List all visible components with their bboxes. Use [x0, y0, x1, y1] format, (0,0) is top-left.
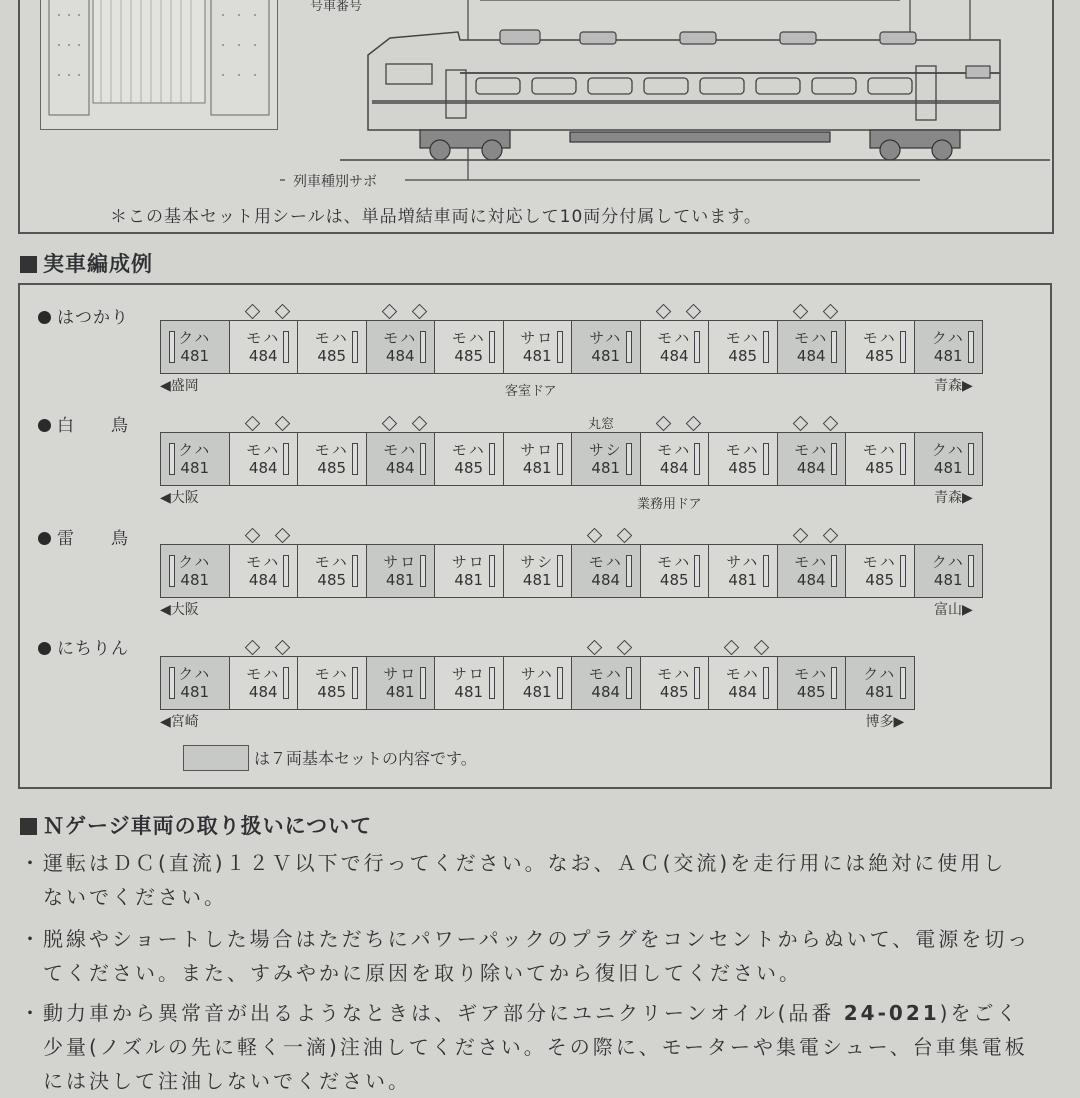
- destination-label: 博多▶: [865, 714, 905, 730]
- origin-label: ◀宮崎: [160, 714, 199, 730]
- car-number: 485: [659, 683, 689, 701]
- car-モハ485: [297, 544, 367, 598]
- door-icon: [763, 555, 769, 587]
- door-icon: [763, 331, 769, 363]
- handling-p3-pre: ・動力車から異常音が出るようなときは、ギア部分にユニクリーンオイル(品番: [20, 1001, 844, 1025]
- square-bullet-icon: [20, 818, 37, 835]
- car-type: クハ: [178, 441, 212, 459]
- door-icon: [968, 331, 974, 363]
- car-number: 485: [796, 683, 826, 701]
- car-type: モハ: [383, 441, 418, 459]
- car-モハ485: [297, 320, 367, 374]
- car-モハ484: [229, 432, 299, 486]
- car-number: 481: [591, 459, 621, 477]
- train-name: [38, 524, 129, 549]
- door-icon: [489, 555, 495, 587]
- pantograph-icon: [244, 640, 260, 656]
- car-モハ484: [366, 432, 436, 486]
- train-name-text: はつかり: [57, 308, 129, 328]
- door-icon: [626, 331, 632, 363]
- car-クハ481: [914, 544, 984, 598]
- door-icon: [968, 555, 974, 587]
- pantograph-icon: [381, 416, 397, 432]
- car-type: モハ: [246, 665, 281, 683]
- pantograph-icon: [244, 416, 260, 432]
- car-モハ485: [845, 544, 915, 598]
- door-icon: [489, 331, 495, 363]
- door-icon: [763, 667, 769, 699]
- car-サハ481: [708, 544, 778, 598]
- car-クハ481: [160, 544, 230, 598]
- car-number: 481: [180, 347, 210, 365]
- car-type: クハ: [931, 329, 965, 347]
- door-icon: [352, 443, 358, 475]
- train-name: [38, 634, 129, 659]
- door-icon: [694, 443, 700, 475]
- car-type: モハ: [862, 553, 897, 571]
- car-number: 481: [385, 683, 415, 701]
- door-icon: [352, 555, 358, 587]
- pantograph-icon: [655, 304, 671, 320]
- car-サシ481: [503, 544, 573, 598]
- door-icon: [420, 331, 426, 363]
- handling-p1-line1: ・運転はＤＣ(直流)１２Ｖ以下で行ってください。なお、ＡＣ(交流)を走行用には絶対に使用し: [20, 851, 1007, 875]
- car-サロ481: [434, 544, 504, 598]
- door-icon: [626, 443, 632, 475]
- car-モハ485: [640, 656, 710, 710]
- bullet-dot-icon: [38, 642, 51, 655]
- pantograph-icon: [411, 304, 427, 320]
- pantograph-icon: [617, 528, 633, 544]
- car-モハ484: [571, 656, 641, 710]
- pantograph-icon: [685, 416, 701, 432]
- car-number: 484: [248, 683, 278, 701]
- handling-heading-text: Ｎゲージ車両の取り扱いについて: [43, 814, 373, 838]
- car-モハ484: [229, 656, 299, 710]
- origin-label: ◀大阪: [160, 490, 199, 506]
- car-type: サロ: [383, 553, 418, 571]
- car-モハ484: [571, 544, 641, 598]
- car-type: モハ: [246, 553, 281, 571]
- handling-p1-line2: ないでください。: [20, 885, 227, 909]
- door-icon: [352, 331, 358, 363]
- car-number: 484: [796, 571, 826, 589]
- car-type: クハ: [178, 553, 212, 571]
- door-icon: [283, 331, 289, 363]
- car-type: モハ: [588, 665, 623, 683]
- car-number: 485: [659, 571, 689, 589]
- door-icon: [900, 331, 906, 363]
- car-クハ481: [914, 432, 984, 486]
- car-number: 484: [728, 683, 758, 701]
- legend-text: は７両基本セットの内容です。: [254, 749, 477, 768]
- bullet-dot-icon: [38, 532, 51, 545]
- pantograph-icon: [655, 416, 671, 432]
- door-icon: [694, 667, 700, 699]
- train-name: [38, 411, 129, 436]
- car-number: 485: [728, 459, 758, 477]
- door-icon: [169, 555, 175, 587]
- car-number: 481: [933, 571, 963, 589]
- car-number-fragment-label: 号車番号: [310, 0, 363, 14]
- formation-heading-text: 実車編成例: [43, 252, 153, 276]
- pantograph-icon: [274, 640, 290, 656]
- door-icon: [557, 667, 563, 699]
- door-icon: [557, 443, 563, 475]
- car-type: モハ: [657, 665, 692, 683]
- car-number: 484: [385, 459, 415, 477]
- car-サロ481: [366, 544, 436, 598]
- car-number: 484: [796, 459, 826, 477]
- pantograph-icon: [587, 528, 603, 544]
- car-type: モハ: [657, 329, 692, 347]
- car-サロ481: [434, 656, 504, 710]
- door-icon: [420, 667, 426, 699]
- door-icon: [352, 667, 358, 699]
- car-モハ485: [777, 656, 847, 710]
- car-number: 481: [933, 347, 963, 365]
- car-number: 485: [317, 459, 347, 477]
- pantograph-icon: [411, 416, 427, 432]
- door-icon: [900, 667, 906, 699]
- car-type: サシ: [588, 441, 623, 459]
- car-サロ481: [366, 656, 436, 710]
- door-icon: [420, 555, 426, 587]
- car-type: クハ: [863, 665, 897, 683]
- car-モハ484: [640, 432, 710, 486]
- pantograph-icon: [274, 528, 290, 544]
- car-モハ484: [640, 320, 710, 374]
- car-type: サロ: [451, 553, 486, 571]
- destination-label: 富山▶: [934, 602, 973, 618]
- car-number: 481: [454, 571, 484, 589]
- car-number: 485: [454, 459, 484, 477]
- pantograph-icon: [822, 304, 838, 320]
- door-icon: [831, 667, 837, 699]
- car-type: モハ: [246, 329, 281, 347]
- car-type: クハ: [178, 665, 212, 683]
- car-number: 481: [522, 683, 552, 701]
- car-モハ485: [434, 320, 504, 374]
- handling-p2-line1: ・脱線やショートした場合はただちにパワーパックのプラグをコンセントからぬいて、電源を切っ: [20, 927, 1031, 951]
- car-number: 484: [659, 347, 689, 365]
- handling-p3-post: )をごく: [939, 1001, 1020, 1025]
- car-type: サロ: [520, 441, 555, 459]
- car-number: 481: [180, 571, 210, 589]
- destination-label: 青森▶: [934, 490, 973, 506]
- car-モハ484: [777, 432, 847, 486]
- bullet-dot-icon: [38, 419, 51, 432]
- pantograph-icon: [792, 304, 808, 320]
- passenger-door-note: 客室ドア: [505, 384, 557, 399]
- door-icon: [557, 331, 563, 363]
- car-モハ485: [434, 432, 504, 486]
- car-type: クハ: [931, 553, 965, 571]
- car-type: サハ: [520, 665, 554, 683]
- car-number: 481: [385, 571, 415, 589]
- car-type: サロ: [383, 665, 418, 683]
- car-type: モハ: [725, 441, 760, 459]
- train-name-text: にちりん: [57, 639, 129, 659]
- car-type: モハ: [588, 553, 623, 571]
- pantograph-icon: [381, 304, 397, 320]
- handling-p3-line2: 少量(ノズルの先に軽く一滴)注油してください。その際に、モーターや集電シュー、台車集電板: [20, 1035, 1028, 1059]
- car-モハ485: [845, 432, 915, 486]
- pantograph-icon: [822, 416, 838, 432]
- car-type: サシ: [520, 553, 555, 571]
- car-type: モハ: [725, 665, 760, 683]
- car-number: 481: [454, 683, 484, 701]
- train-name-text: 雷 鳥: [57, 529, 129, 549]
- car-number: 481: [933, 459, 963, 477]
- pantograph-icon: [724, 640, 740, 656]
- car-クハ481: [845, 656, 915, 710]
- car-type: モハ: [725, 329, 760, 347]
- car-number: 485: [865, 459, 895, 477]
- origin-label: ◀盛岡: [160, 378, 199, 394]
- car-モハ484: [777, 544, 847, 598]
- car-モハ484: [366, 320, 436, 374]
- car-サロ481: [503, 320, 573, 374]
- destination-label: 青森▶: [934, 378, 973, 394]
- pantograph-icon: [587, 640, 603, 656]
- pantograph-icon: [244, 304, 260, 320]
- car-number: 481: [522, 459, 552, 477]
- car-type: クハ: [178, 329, 212, 347]
- car-モハ485: [708, 432, 778, 486]
- car-number: 485: [865, 347, 895, 365]
- door-icon: [489, 667, 495, 699]
- legend-swatch: [183, 745, 249, 771]
- car-number: 485: [454, 347, 484, 365]
- car-number: 484: [796, 347, 826, 365]
- car-type: モハ: [794, 329, 829, 347]
- car-number: 481: [180, 459, 210, 477]
- door-icon: [283, 667, 289, 699]
- car-type: モハ: [657, 441, 692, 459]
- car-number: 485: [728, 347, 758, 365]
- door-icon: [831, 555, 837, 587]
- car-モハ484: [708, 656, 778, 710]
- car-number: 481: [180, 683, 210, 701]
- car-type: サハ: [726, 553, 760, 571]
- sabo-label: 列車種別サボ: [293, 174, 377, 190]
- door-icon: [900, 443, 906, 475]
- car-number: 485: [317, 347, 347, 365]
- door-icon: [169, 443, 175, 475]
- door-icon: [763, 443, 769, 475]
- car-モハ485: [640, 544, 710, 598]
- car-type: モハ: [451, 441, 486, 459]
- car-type: クハ: [931, 441, 965, 459]
- door-icon: [169, 667, 175, 699]
- car-number: 484: [248, 571, 278, 589]
- car-number: 484: [591, 571, 621, 589]
- car-クハ481: [160, 320, 230, 374]
- car-サハ481: [571, 320, 641, 374]
- service-door-note: 業務用ドア: [637, 497, 702, 512]
- car-number: 481: [522, 571, 552, 589]
- car-number: 484: [659, 459, 689, 477]
- car-type: モハ: [794, 553, 829, 571]
- car-クハ481: [914, 320, 984, 374]
- car-type: サロ: [520, 329, 555, 347]
- pantograph-icon: [617, 640, 633, 656]
- origin-label: ◀大阪: [160, 602, 199, 618]
- car-number: 485: [317, 683, 347, 701]
- car-number: 484: [248, 459, 278, 477]
- car-モハ485: [845, 320, 915, 374]
- pantograph-icon: [792, 416, 808, 432]
- car-モハ485: [708, 320, 778, 374]
- door-icon: [900, 555, 906, 587]
- car-type: モハ: [314, 553, 349, 571]
- product-number: 24-021: [843, 1001, 940, 1025]
- handling-p3-line3: には決して注油しないでください。: [20, 1069, 411, 1093]
- car-number: 481: [728, 571, 758, 589]
- door-icon: [626, 555, 632, 587]
- car-type: サハ: [589, 329, 623, 347]
- car-number: 484: [248, 347, 278, 365]
- door-icon: [169, 331, 175, 363]
- bullet-dot-icon: [38, 311, 51, 324]
- car-type: モハ: [794, 441, 829, 459]
- car-type: サロ: [451, 665, 486, 683]
- door-icon: [283, 555, 289, 587]
- car-number: 481: [522, 347, 552, 365]
- door-icon: [420, 443, 426, 475]
- car-type: モハ: [246, 441, 281, 459]
- car-サハ481: [503, 656, 573, 710]
- car-type: モハ: [314, 665, 349, 683]
- pantograph-icon: [274, 304, 290, 320]
- car-type: モハ: [451, 329, 486, 347]
- handling-p3-line1: [20, 996, 1070, 1030]
- car-number: 485: [865, 571, 895, 589]
- round-window-note: 丸窓: [588, 417, 615, 432]
- door-icon: [626, 667, 632, 699]
- car-モハ485: [297, 432, 367, 486]
- door-icon: [694, 555, 700, 587]
- car-number: 481: [865, 683, 895, 701]
- car-type: モハ: [862, 329, 897, 347]
- pantograph-icon: [822, 528, 838, 544]
- pantograph-icon: [792, 528, 808, 544]
- car-サシ481: [571, 432, 641, 486]
- car-モハ484: [229, 544, 299, 598]
- door-icon: [831, 331, 837, 363]
- handling-p2-line2: てください。また、すみやかに原因を取り除いてから復旧してください。: [20, 961, 802, 985]
- pantograph-icon: [685, 304, 701, 320]
- car-number: 484: [385, 347, 415, 365]
- car-type: モハ: [657, 553, 692, 571]
- door-icon: [694, 331, 700, 363]
- car-サロ481: [503, 432, 573, 486]
- car-type: モハ: [314, 329, 349, 347]
- pantograph-icon: [754, 640, 770, 656]
- car-モハ484: [229, 320, 299, 374]
- door-icon: [489, 443, 495, 475]
- car-type: モハ: [383, 329, 418, 347]
- seal-note: ＊この基本セット用シールは、単品増結車両に対応して10両分付属しています。: [110, 207, 762, 227]
- car-number: 484: [591, 683, 621, 701]
- car-number: 485: [317, 571, 347, 589]
- train-name: [38, 303, 129, 328]
- car-モハ484: [777, 320, 847, 374]
- car-number: 481: [591, 347, 621, 365]
- car-クハ481: [160, 432, 230, 486]
- door-icon: [283, 443, 289, 475]
- car-クハ481: [160, 656, 230, 710]
- train-name-text: 白 鳥: [57, 416, 129, 436]
- pantograph-icon: [244, 528, 260, 544]
- car-type: モハ: [862, 441, 897, 459]
- door-icon: [831, 443, 837, 475]
- door-icon: [968, 443, 974, 475]
- car-モハ485: [297, 656, 367, 710]
- pantograph-icon: [274, 416, 290, 432]
- handling-heading: [20, 810, 372, 840]
- car-type: モハ: [314, 441, 349, 459]
- door-icon: [557, 555, 563, 587]
- car-type: モハ: [794, 665, 829, 683]
